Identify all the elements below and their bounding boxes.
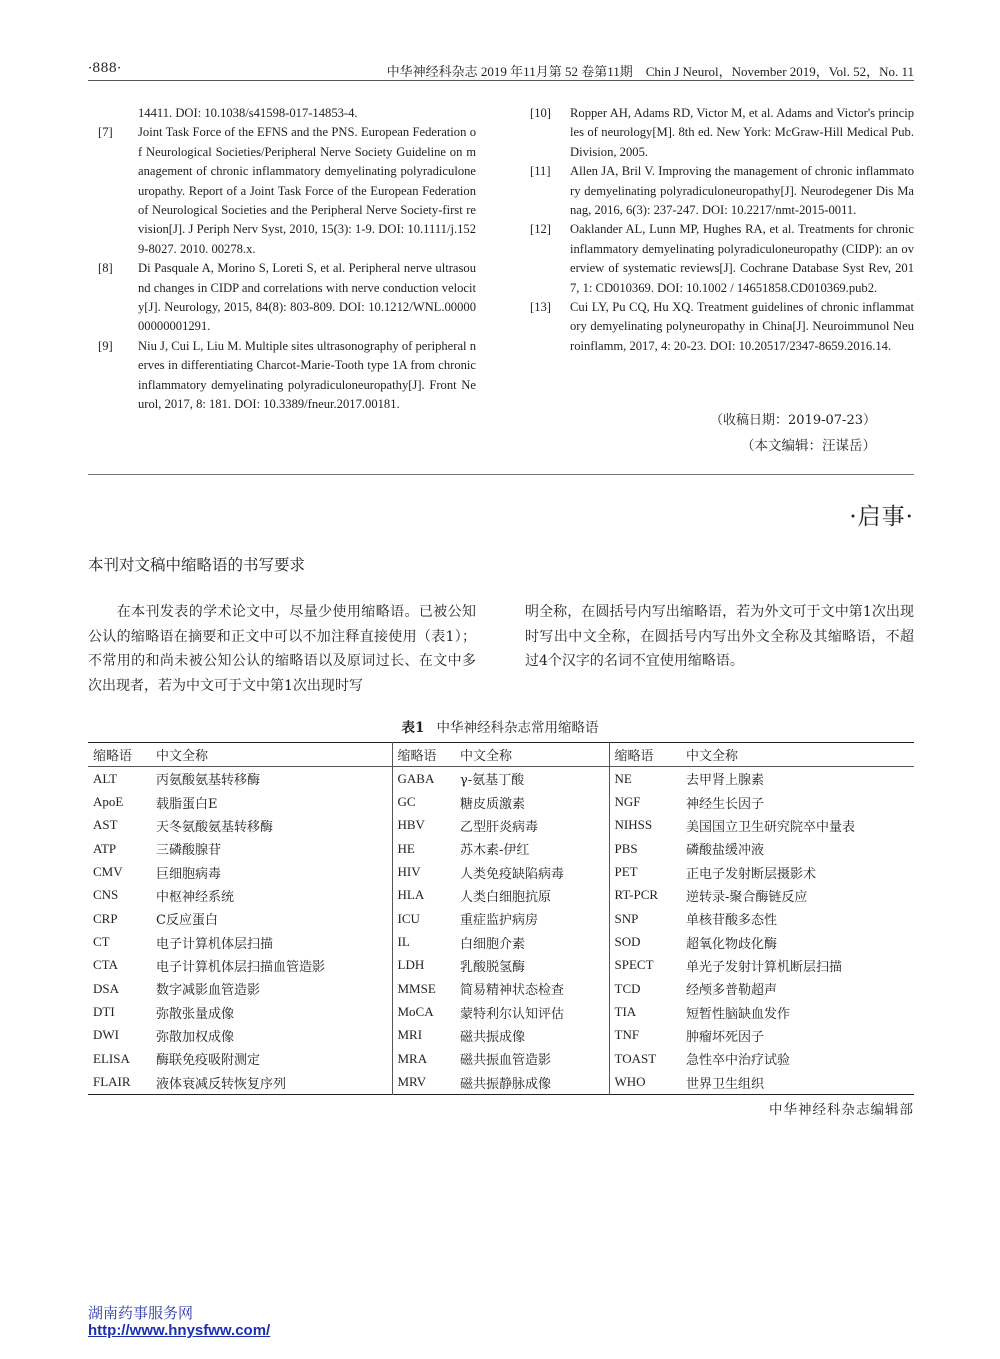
full-name-cell: 去甲肾上腺素 [686,773,765,789]
abbreviation-cell: CNS [93,887,119,903]
abbreviation-cell: ApoE [93,794,124,810]
abbreviation-cell: TOAST [609,1047,681,1070]
full-name-cell: 简易精神状态检查 [455,977,609,1000]
table-row [88,954,914,977]
section-divider [88,474,914,475]
reference-entry [98,259,476,337]
full-name-cell: 弥散加权成像 [151,1024,392,1047]
column-header-abbr: 缩略语 [392,743,455,767]
table-body [88,767,914,1095]
table-row [88,767,914,791]
full-name-cell: 肿瘤坏死因子 [686,1029,765,1045]
table-row [88,1024,914,1047]
running-header [88,60,914,82]
column-header-abbr: 缩略语 [93,749,133,764]
full-name-cell: 磁共振血管造影 [455,1047,609,1070]
full-name-cell: 急性卒中治疗试验 [686,1053,791,1069]
table-row [88,1000,914,1023]
full-name-cell: 巨细胞病毒 [151,860,392,883]
full-name-cell: 糖皮质激素 [455,790,609,813]
abbreviation-cell: GABA [392,767,455,791]
full-name-cell: 正电子发射断层摄影术 [686,866,817,882]
notice-paragraph-left: 在本刊发表的学术论文中，尽量少使用缩略语。已被公知公认的缩略语在摘要和正文中可以不加注释直接使用（表1）；不常用的和尚未被公知公认的缩略语以及原词过长、在文中多次出现者，若为中文可于文中第1次出现时写 [88,604,476,694]
reference-number: [11] [530,164,551,179]
table-row [88,1070,914,1094]
table-row [88,977,914,1000]
column-header-fullname: 中文全称 [686,749,739,764]
reference-entry [530,220,914,298]
full-name-cell: 丙氨酸氨基转移酶 [151,767,392,791]
abbreviation-cell: PBS [609,837,681,860]
reference-text: Cui LY, Pu CQ, Hu XQ. Treatment guidelines of chronic inflammatory demyelinating polyneuropathy in China[J]. Neuroimmunol Neuroinflamm, 2017, 4: 20-23. DOI: 10.20517/2347-8659.2016.14. [570,300,914,353]
table-row [88,860,914,883]
abbreviation-cell: NIHSS [609,814,681,837]
abbreviation-cell: LDH [392,954,455,977]
abbreviation-cell: TCD [609,977,681,1000]
table-caption [0,716,1000,736]
references-right-column [530,104,914,356]
abbreviation-cell: HLA [392,884,455,907]
abbreviation-cell: CTA [93,957,118,973]
reference-entry [530,162,914,220]
table-row [88,930,914,953]
full-name-cell: 三磷酸腺苷 [151,837,392,860]
abbreviation-cell: MMSE [392,977,455,1000]
abbreviation-cell: DTI [93,1004,115,1020]
full-name-cell: 天冬氨酸氨基转移酶 [151,814,392,837]
table-row [88,884,914,907]
full-name-cell: 蒙特利尔认知评估 [455,1000,609,1023]
full-name-cell: 乳酸脱氢酶 [455,954,609,977]
abbreviation-cell: ATP [93,840,117,856]
table-row [88,814,914,837]
full-name-cell: 白细胞介素 [455,930,609,953]
table-row [88,837,914,860]
abbreviation-cell: NGF [609,790,681,813]
full-name-cell: 乙型肝炎病毒 [455,814,609,837]
abbreviation-cell: IL [392,930,455,953]
abbreviation-cell: ICU [392,907,455,930]
abbreviation-cell: ELISA [93,1050,130,1066]
full-name-cell: 美国国立卫生研究院卒中量表 [686,819,856,835]
full-name-cell: 重症监护病房 [455,907,609,930]
abbreviation-cell: ALT [93,770,118,786]
abbreviation-cell: SPECT [609,954,681,977]
abbreviation-cell: MRA [392,1047,455,1070]
reference-entry [98,123,476,259]
table-row [88,1047,914,1070]
abbreviation-cell: HE [392,837,455,860]
reference-number: [7] [98,125,113,140]
editorial-signature: 中华神经科杂志编辑部 [769,1102,914,1118]
full-name-cell: 单核苷酸多态性 [686,913,778,929]
full-name-cell: 超氧化物歧化酶 [686,936,778,952]
abbreviation-cell: CMV [93,864,123,880]
received-date: （收稿日期：2019-07-23） [710,413,876,428]
page-number: ·888· [88,61,122,76]
abbreviation-cell: RT-PCR [609,884,681,907]
reference-text: Oaklander AL, Lunn MP, Hughes RA, et al. Treatments for chronic inflammatory demyelinating polyradiculoneuropathy (CIDP): an overview of systematic reviews[J]. Cochrane Database Syst Rev, 2017, 1: CD010369. DOI: 10.1002 / 14651858.CD010369.pub2. [570,222,914,295]
abbreviation-cell: WHO [609,1070,681,1094]
abbreviation-cell: FLAIR [93,1074,131,1090]
full-name-cell: 逆转录-聚合酶链反应 [686,889,808,905]
full-name-cell: 酶联免疫吸附测定 [151,1047,392,1070]
full-name-cell: 人类白细胞抗原 [455,884,609,907]
full-name-cell: 短暂性脑缺血发作 [686,1006,791,1022]
full-name-cell: 电子计算机体层扫描血管造影 [151,954,392,977]
reference-text: Allen JA, Bril V. Improving the management of chronic inflammatory demyelinating polyradiculoneuropathy[J]. Neurodegener Dis Manag, 2016, 6(3): 237-247. DOI: 10.2217/nmt-2015-0011. [570,164,914,218]
full-name-cell: γ-氨基丁酸 [455,767,609,791]
reference-number: [13] [530,300,551,315]
header-rule [88,80,914,81]
full-name-cell: 载脂蛋白E [151,790,392,813]
watermark-site-name[interactable]: 湖南药事服务网 [88,1304,194,1322]
table-caption-title: 中华神经科杂志常用缩略语 [436,720,599,736]
references-left-column [98,104,476,415]
abbreviation-cell: MRI [392,1024,455,1047]
full-name-cell: 苏木素-伊红 [455,837,609,860]
abbreviation-cell: CT [93,934,110,950]
abbreviation-cell: SOD [609,930,681,953]
table-row [88,790,914,813]
reference-entry [98,104,476,123]
full-name-cell: 单光子发射计算机断层扫描 [686,959,843,975]
abbreviation-cell: NE [609,767,681,791]
column-header-fullname: 中文全称 [455,743,609,767]
full-name-cell: 磁共振静脉成像 [455,1070,609,1094]
abbreviation-cell: PET [609,860,681,883]
abbreviation-table [88,742,914,1095]
reference-text: Joint Task Force of the EFNS and the PNS. European Federation of Neurological Societies/Peripheral Nerve Society Guideline on management of chronic inflammatory demyelinating polyradiculoneuropathy. Report of a Joint Task Force of the European Federation of Neurological Societies and the Peripheral Nerve Society-first revision[J]. J Periph Nerv Syst, 2010, 15(3): 1-9. DOI: 10.1111/j.1529-8027. 2010. 00278.x. [138,125,476,256]
full-name-cell: 电子计算机体层扫描 [151,930,392,953]
table-caption-label: 表1 [401,720,425,736]
abbreviation-cell: TIA [609,1000,681,1023]
notice-tag: ·启事· [849,504,914,530]
full-name-cell: 液体衰减反转恢复序列 [151,1070,392,1094]
full-name-cell: 人类免疫缺陷病毒 [455,860,609,883]
full-name-cell: 磁共振成像 [455,1024,609,1047]
abbreviation-cell: MoCA [392,1000,455,1023]
abbreviation-cell: MRV [392,1070,455,1094]
full-name-cell: 数字减影血管造影 [151,977,392,1000]
abbreviation-cell: DSA [93,980,120,996]
reference-text: 14411. DOI: 10.1038/s41598-017-14853-4. [138,106,358,120]
abbreviation-cell: HBV [392,814,455,837]
reference-number: [8] [98,261,113,276]
abbreviation-cell: HIV [392,860,455,883]
full-name-cell: 中枢神经系统 [151,884,392,907]
column-header-fullname: 中文全称 [151,743,392,767]
article-editor: （本文编辑：汪谋岳） [741,438,876,454]
reference-number: [10] [530,106,551,120]
table-header-row [88,743,914,767]
reference-text: Di Pasquale A, Morino S, Loreti S, et al. Peripheral nerve ultrasound changes in CIDP and correlations with nerve conduction velocity[J]. Neurology, 2015, 84(8): 803-809. DOI: 10.1212/WNL.0000000000001291. [138,261,476,334]
full-name-cell: 磷酸盐缓冲液 [686,843,765,859]
watermark-url-link[interactable]: http://www.hnysfww.com/ [88,1322,271,1339]
abbreviation-cell: CRP [93,910,118,926]
column-header-abbr: 缩略语 [609,743,681,767]
abbreviation-cell: AST [93,817,118,833]
full-name-cell: C反应蛋白 [151,907,392,930]
reference-text: Ropper AH, Adams RD, Victor M, et al. Adams and Victor's principles of neurology[M]. 8th ed. New York: McGraw-Hill Medical Pub. Division, 2005. [570,106,914,159]
abbreviation-cell: GC [392,790,455,813]
abbreviation-cell: SNP [609,907,681,930]
full-name-cell: 神经生长因子 [686,796,765,812]
reference-text: Niu J, Cui L, Liu M. Multiple sites ultrasonography of peripheral nerves in differentiating Charcot-Marie-Tooth type 1A from chronic inflammatory demyelinating polyradiculoneuropathy[J]. Front Neurol, 2017, 8: 181. DOI: 10.3389/fneur.2017.00181. [138,338,476,412]
full-name-cell: 弥散张量成像 [151,1000,392,1023]
notice-title: 本刊对文稿中缩略语的书写要求 [88,556,306,574]
full-name-cell: 经颅多普勒超声 [686,983,778,999]
abbreviation-cell: DWI [93,1027,119,1043]
reference-entry [530,298,914,356]
notice-paragraph-right: 明全称，在圆括号内写出缩略语，若为外文可于文中第1次出现时写出中文全称，在圆括号内写出外文全称及其缩略语，不超过4个汉字的名词不宜使用缩略语。 [525,604,914,669]
reference-number: [9] [98,338,113,353]
reference-entry [98,337,476,415]
journal-citation-line: 中华神经科杂志 2019 年11月第 52 卷第11期 Chin J Neurol，November 2019，Vol. 52，No. 11 [386,64,914,79]
reference-number: [12] [530,222,551,237]
table-row [88,907,914,930]
abbreviation-cell: TNF [609,1024,681,1047]
reference-entry [530,104,914,162]
full-name-cell: 世界卫生组织 [686,1076,765,1092]
